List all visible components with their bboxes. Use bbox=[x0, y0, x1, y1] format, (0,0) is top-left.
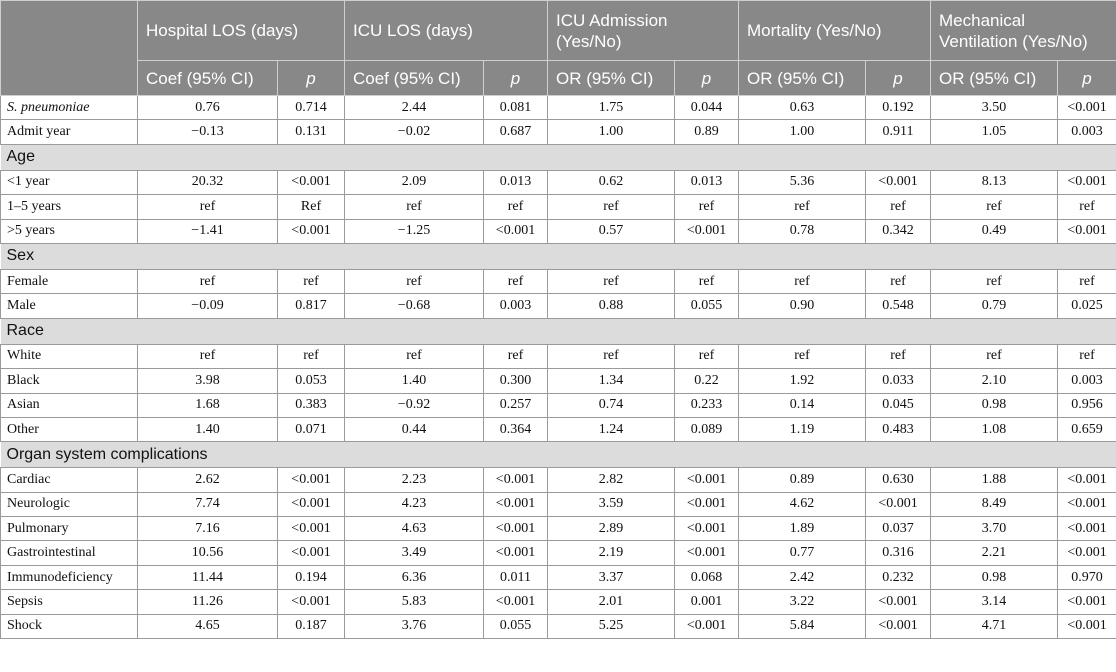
estimate-cell: 0.74 bbox=[548, 393, 675, 417]
estimate-cell: −0.09 bbox=[138, 294, 278, 318]
estimate-cell: ref bbox=[739, 269, 866, 293]
estimate-cell: 5.84 bbox=[739, 614, 866, 638]
p-value-cell: <0.001 bbox=[1058, 468, 1116, 492]
p-value-cell: 0.033 bbox=[866, 369, 931, 393]
p-value-cell: <0.001 bbox=[484, 492, 548, 516]
group-header-mechanical-ventilation: Mechanical Ventilation (Yes/No) bbox=[931, 1, 1116, 61]
table-row bbox=[1, 517, 1116, 541]
table-row bbox=[1, 614, 1116, 638]
row-label: >5 years bbox=[1, 219, 138, 243]
estimate-cell: −0.92 bbox=[345, 393, 484, 417]
section-row bbox=[1, 243, 1116, 269]
p-value-cell: 0.970 bbox=[1058, 565, 1116, 589]
estimate-cell: −0.68 bbox=[345, 294, 484, 318]
p-value-cell: 0.232 bbox=[866, 565, 931, 589]
estimate-cell: 2.89 bbox=[548, 517, 675, 541]
row-label: Shock bbox=[1, 614, 138, 638]
p-value-cell: 0.687 bbox=[484, 120, 548, 144]
p-value-cell: 0.300 bbox=[484, 369, 548, 393]
estimate-cell: 1.89 bbox=[739, 517, 866, 541]
estimate-cell: ref bbox=[548, 269, 675, 293]
p-value-cell: 0.548 bbox=[866, 294, 931, 318]
p-value-cell: 0.956 bbox=[1058, 393, 1116, 417]
row-label: White bbox=[1, 344, 138, 368]
p-value-cell: ref bbox=[866, 269, 931, 293]
estimate-cell: 3.14 bbox=[931, 590, 1058, 614]
estimate-cell: ref bbox=[931, 269, 1058, 293]
p-value-cell: 0.053 bbox=[278, 369, 345, 393]
row-label: Pulmonary bbox=[1, 517, 138, 541]
p-value-cell: 0.22 bbox=[675, 369, 739, 393]
p-value-cell: 0.071 bbox=[278, 417, 345, 441]
estimate-cell: 6.36 bbox=[345, 565, 484, 589]
p-value-cell: <0.001 bbox=[866, 614, 931, 638]
estimate-cell: 1.34 bbox=[548, 369, 675, 393]
p-value-cell: <0.001 bbox=[866, 170, 931, 194]
subheader-p-value: p bbox=[1058, 61, 1116, 96]
subheader-estimate: Coef (95% CI) bbox=[345, 61, 484, 96]
p-value-cell: 0.89 bbox=[675, 120, 739, 144]
estimate-cell: 2.42 bbox=[739, 565, 866, 589]
estimate-cell: 8.13 bbox=[931, 170, 1058, 194]
p-value-cell: 0.187 bbox=[278, 614, 345, 638]
estimate-cell: 1.40 bbox=[345, 369, 484, 393]
section-row bbox=[1, 144, 1116, 170]
estimate-cell: 11.44 bbox=[138, 565, 278, 589]
p-value-cell: 0.037 bbox=[866, 517, 931, 541]
estimate-cell: 0.78 bbox=[739, 219, 866, 243]
estimate-cell: ref bbox=[931, 195, 1058, 219]
p-value-cell: 0.013 bbox=[675, 170, 739, 194]
section-heading: Race bbox=[1, 318, 1116, 344]
estimate-cell: ref bbox=[739, 195, 866, 219]
section-row bbox=[1, 442, 1116, 468]
subheader-p-value: p bbox=[278, 61, 345, 96]
p-value-cell: 0.089 bbox=[675, 417, 739, 441]
p-value-cell: <0.001 bbox=[1058, 219, 1116, 243]
p-value-cell: ref bbox=[1058, 269, 1116, 293]
p-value-cell: <0.001 bbox=[866, 590, 931, 614]
estimate-cell: 10.56 bbox=[138, 541, 278, 565]
table-row bbox=[1, 565, 1116, 589]
p-value-cell: 0.194 bbox=[278, 565, 345, 589]
table-row bbox=[1, 219, 1116, 243]
estimate-cell: 3.22 bbox=[739, 590, 866, 614]
estimate-cell: 2.10 bbox=[931, 369, 1058, 393]
p-value-cell: ref bbox=[484, 344, 548, 368]
p-value-cell: ref bbox=[675, 195, 739, 219]
table-row bbox=[1, 541, 1116, 565]
p-value-cell: <0.001 bbox=[484, 219, 548, 243]
p-value-cell: 0.911 bbox=[866, 120, 931, 144]
estimate-cell: 3.76 bbox=[345, 614, 484, 638]
estimate-cell: 0.14 bbox=[739, 393, 866, 417]
table-row bbox=[1, 294, 1116, 318]
p-value-cell: ref bbox=[484, 195, 548, 219]
estimate-cell: 4.23 bbox=[345, 492, 484, 516]
estimate-cell: 1.75 bbox=[548, 96, 675, 120]
row-label: Neurologic bbox=[1, 492, 138, 516]
p-value-cell: <0.001 bbox=[278, 468, 345, 492]
estimate-cell: 1.24 bbox=[548, 417, 675, 441]
estimate-cell: 2.09 bbox=[345, 170, 484, 194]
p-value-cell: 0.055 bbox=[484, 614, 548, 638]
estimate-cell: 1.40 bbox=[138, 417, 278, 441]
estimate-cell: −1.41 bbox=[138, 219, 278, 243]
estimate-cell: 7.16 bbox=[138, 517, 278, 541]
table-row bbox=[1, 170, 1116, 194]
estimate-cell: 1.05 bbox=[931, 120, 1058, 144]
p-value-cell: 0.011 bbox=[484, 565, 548, 589]
p-value-cell: ref bbox=[675, 269, 739, 293]
p-value-cell: <0.001 bbox=[1058, 492, 1116, 516]
p-value-cell: <0.001 bbox=[675, 541, 739, 565]
estimate-cell: ref bbox=[739, 344, 866, 368]
p-value-cell: 0.233 bbox=[675, 393, 739, 417]
group-header-hospital-los: Hospital LOS (days) bbox=[138, 1, 345, 61]
estimate-cell: 1.00 bbox=[739, 120, 866, 144]
p-value-cell: 0.192 bbox=[866, 96, 931, 120]
p-value-cell: 0.364 bbox=[484, 417, 548, 441]
estimate-cell: 0.57 bbox=[548, 219, 675, 243]
section-heading: Sex bbox=[1, 243, 1116, 269]
estimate-cell: 2.44 bbox=[345, 96, 484, 120]
p-value-cell: 0.483 bbox=[866, 417, 931, 441]
subheader-estimate: OR (95% CI) bbox=[548, 61, 675, 96]
estimate-cell: 5.25 bbox=[548, 614, 675, 638]
estimate-cell: 0.77 bbox=[739, 541, 866, 565]
p-value-cell: <0.001 bbox=[484, 541, 548, 565]
group-header-icu-admission: ICU Admission (Yes/No) bbox=[548, 1, 739, 61]
p-value-cell: 0.045 bbox=[866, 393, 931, 417]
section-heading: Age bbox=[1, 144, 1116, 170]
p-value-cell: 0.025 bbox=[1058, 294, 1116, 318]
estimate-cell: 1.00 bbox=[548, 120, 675, 144]
p-value-cell: 0.342 bbox=[866, 219, 931, 243]
row-label: S. pneumoniae bbox=[1, 96, 138, 120]
p-value-cell: 0.068 bbox=[675, 565, 739, 589]
p-value-cell: <0.001 bbox=[278, 590, 345, 614]
estimate-cell: ref bbox=[345, 344, 484, 368]
estimate-cell: 2.21 bbox=[931, 541, 1058, 565]
p-value-cell: <0.001 bbox=[866, 492, 931, 516]
p-value-cell: <0.001 bbox=[278, 219, 345, 243]
row-label: Admit year bbox=[1, 120, 138, 144]
table-row bbox=[1, 417, 1116, 441]
p-value-cell: 0.714 bbox=[278, 96, 345, 120]
estimate-cell: 1.08 bbox=[931, 417, 1058, 441]
estimate-cell: 5.83 bbox=[345, 590, 484, 614]
table-row bbox=[1, 492, 1116, 516]
p-value-cell: <0.001 bbox=[1058, 614, 1116, 638]
estimate-cell: ref bbox=[548, 344, 675, 368]
subheader-p-value: p bbox=[484, 61, 548, 96]
estimate-cell: 5.36 bbox=[739, 170, 866, 194]
estimate-cell: 4.71 bbox=[931, 614, 1058, 638]
group-header-icu-los: ICU LOS (days) bbox=[345, 1, 548, 61]
p-value-cell: ref bbox=[1058, 344, 1116, 368]
p-value-cell: ref bbox=[484, 269, 548, 293]
estimate-cell: 0.79 bbox=[931, 294, 1058, 318]
row-label: <1 year bbox=[1, 170, 138, 194]
estimate-cell: 1.68 bbox=[138, 393, 278, 417]
p-value-cell: 0.055 bbox=[675, 294, 739, 318]
subheader-estimate: Coef (95% CI) bbox=[138, 61, 278, 96]
p-value-cell: <0.001 bbox=[675, 219, 739, 243]
estimate-cell: 0.49 bbox=[931, 219, 1058, 243]
p-value-cell: 0.659 bbox=[1058, 417, 1116, 441]
row-label: Cardiac bbox=[1, 468, 138, 492]
estimate-cell: 8.49 bbox=[931, 492, 1058, 516]
p-value-cell: <0.001 bbox=[1058, 96, 1116, 120]
p-value-cell: ref bbox=[1058, 195, 1116, 219]
p-value-cell: <0.001 bbox=[1058, 170, 1116, 194]
estimate-cell: 0.88 bbox=[548, 294, 675, 318]
p-value-cell: <0.001 bbox=[675, 468, 739, 492]
estimate-cell: 20.32 bbox=[138, 170, 278, 194]
p-value-cell: <0.001 bbox=[1058, 541, 1116, 565]
table-row bbox=[1, 590, 1116, 614]
p-value-cell: ref bbox=[866, 344, 931, 368]
estimate-cell: −1.25 bbox=[345, 219, 484, 243]
group-header-mortality: Mortality (Yes/No) bbox=[739, 1, 931, 61]
estimate-cell: ref bbox=[138, 344, 278, 368]
table-row bbox=[1, 269, 1116, 293]
p-value-cell: ref bbox=[278, 344, 345, 368]
estimate-cell: 3.98 bbox=[138, 369, 278, 393]
p-value-cell: ref bbox=[866, 195, 931, 219]
p-value-cell: <0.001 bbox=[484, 468, 548, 492]
p-value-cell: ref bbox=[278, 269, 345, 293]
p-value-cell: <0.001 bbox=[1058, 517, 1116, 541]
p-value-cell: 0.044 bbox=[675, 96, 739, 120]
row-label: Sepsis bbox=[1, 590, 138, 614]
subheader-p-value: p bbox=[675, 61, 739, 96]
p-value-cell: <0.001 bbox=[484, 517, 548, 541]
p-value-cell: 0.257 bbox=[484, 393, 548, 417]
p-value-cell: 0.003 bbox=[1058, 369, 1116, 393]
estimate-cell: ref bbox=[345, 195, 484, 219]
table-row bbox=[1, 393, 1116, 417]
estimate-cell: 0.63 bbox=[739, 96, 866, 120]
p-value-cell: 0.630 bbox=[866, 468, 931, 492]
estimate-cell: 4.65 bbox=[138, 614, 278, 638]
estimate-cell: 2.62 bbox=[138, 468, 278, 492]
estimate-cell: ref bbox=[548, 195, 675, 219]
p-value-cell: <0.001 bbox=[484, 590, 548, 614]
table-header bbox=[1, 1, 1116, 96]
p-value-cell: <0.001 bbox=[675, 614, 739, 638]
subheader-p-value: p bbox=[866, 61, 931, 96]
table-row bbox=[1, 344, 1116, 368]
p-value-cell: <0.001 bbox=[278, 170, 345, 194]
p-value-cell: <0.001 bbox=[278, 492, 345, 516]
p-value-cell: 0.081 bbox=[484, 96, 548, 120]
estimate-cell: ref bbox=[138, 269, 278, 293]
row-label: 1–5 years bbox=[1, 195, 138, 219]
estimate-cell: 3.70 bbox=[931, 517, 1058, 541]
estimate-cell: −0.13 bbox=[138, 120, 278, 144]
estimate-cell: 11.26 bbox=[138, 590, 278, 614]
estimate-cell: 0.98 bbox=[931, 393, 1058, 417]
estimate-cell: 4.62 bbox=[739, 492, 866, 516]
estimate-cell: 2.01 bbox=[548, 590, 675, 614]
table-row bbox=[1, 369, 1116, 393]
p-value-cell: 0.013 bbox=[484, 170, 548, 194]
table-row bbox=[1, 120, 1116, 144]
estimate-cell: 0.89 bbox=[739, 468, 866, 492]
estimate-cell: 2.82 bbox=[548, 468, 675, 492]
estimate-cell: 3.50 bbox=[931, 96, 1058, 120]
estimate-cell: 7.74 bbox=[138, 492, 278, 516]
estimate-cell: ref bbox=[931, 344, 1058, 368]
estimate-cell: 3.37 bbox=[548, 565, 675, 589]
estimate-cell: 1.88 bbox=[931, 468, 1058, 492]
p-value-cell: <0.001 bbox=[1058, 590, 1116, 614]
row-label: Female bbox=[1, 269, 138, 293]
estimate-cell: −0.02 bbox=[345, 120, 484, 144]
p-value-cell: <0.001 bbox=[675, 517, 739, 541]
row-label: Male bbox=[1, 294, 138, 318]
estimate-cell: ref bbox=[345, 269, 484, 293]
p-value-cell: <0.001 bbox=[278, 541, 345, 565]
estimate-cell: 4.63 bbox=[345, 517, 484, 541]
estimate-cell: ref bbox=[138, 195, 278, 219]
row-label: Black bbox=[1, 369, 138, 393]
p-value-cell: 0.003 bbox=[484, 294, 548, 318]
section-heading: Organ system complications bbox=[1, 442, 1116, 468]
row-label: Other bbox=[1, 417, 138, 441]
p-value-cell: <0.001 bbox=[278, 517, 345, 541]
estimate-cell: 0.90 bbox=[739, 294, 866, 318]
estimate-cell: 3.49 bbox=[345, 541, 484, 565]
row-label: Asian bbox=[1, 393, 138, 417]
p-value-cell: 0.817 bbox=[278, 294, 345, 318]
estimate-cell: 0.76 bbox=[138, 96, 278, 120]
table-body bbox=[1, 96, 1116, 639]
estimate-cell: 0.98 bbox=[931, 565, 1058, 589]
subheader-estimate: OR (95% CI) bbox=[931, 61, 1058, 96]
p-value-cell: 0.001 bbox=[675, 590, 739, 614]
p-value-cell: 0.131 bbox=[278, 120, 345, 144]
estimate-cell: 1.19 bbox=[739, 417, 866, 441]
section-row bbox=[1, 318, 1116, 344]
table-row bbox=[1, 468, 1116, 492]
estimate-cell: 2.23 bbox=[345, 468, 484, 492]
table-row bbox=[1, 96, 1116, 120]
p-value-cell: 0.383 bbox=[278, 393, 345, 417]
estimate-cell: 2.19 bbox=[548, 541, 675, 565]
estimate-cell: 3.59 bbox=[548, 492, 675, 516]
estimate-cell: 0.62 bbox=[548, 170, 675, 194]
estimate-cell: 1.92 bbox=[739, 369, 866, 393]
p-value-cell: 0.003 bbox=[1058, 120, 1116, 144]
subheader-estimate: OR (95% CI) bbox=[739, 61, 866, 96]
p-value-cell: <0.001 bbox=[675, 492, 739, 516]
p-value-cell: 0.316 bbox=[866, 541, 931, 565]
corner-cell bbox=[1, 1, 138, 96]
estimate-cell: 0.44 bbox=[345, 417, 484, 441]
p-value-cell: Ref bbox=[278, 195, 345, 219]
p-value-cell: ref bbox=[675, 344, 739, 368]
row-label: Immunodeficiency bbox=[1, 565, 138, 589]
table-row bbox=[1, 195, 1116, 219]
row-label: Gastrointestinal bbox=[1, 541, 138, 565]
